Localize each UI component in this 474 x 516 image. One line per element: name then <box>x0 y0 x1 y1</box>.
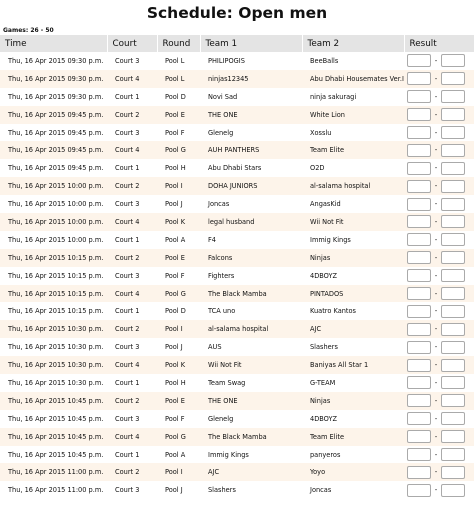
table-row <box>0 231 474 249</box>
table-row <box>0 410 474 428</box>
team2-score-input[interactable] <box>441 126 465 139</box>
court-cell: Court 3 <box>115 414 140 423</box>
team2-cell: G-TEAM <box>310 378 336 387</box>
score-separator: - <box>434 128 438 137</box>
team1-cell: F4 <box>208 235 216 244</box>
team1-score-input[interactable] <box>407 72 431 85</box>
court-cell: Court 1 <box>115 235 140 244</box>
team2-score-input[interactable] <box>441 341 465 354</box>
result-inputs <box>407 341 474 354</box>
team1-score-input[interactable] <box>407 126 431 139</box>
team2-score-input[interactable] <box>441 108 465 121</box>
result-cell <box>404 302 474 320</box>
score-separator: - <box>434 432 438 441</box>
team2-score-input[interactable] <box>441 412 465 425</box>
result-inputs <box>407 287 474 300</box>
team2-cell: Yoyo <box>310 468 326 477</box>
result-cell <box>404 88 474 106</box>
team1-score-input[interactable] <box>407 376 431 389</box>
score-separator: - <box>434 343 438 352</box>
team1-score-input[interactable] <box>407 412 431 425</box>
time-cell: Thu, 16 Apr 2015 10:30 p.m. <box>8 361 104 370</box>
team2-cell: AngasKid <box>310 200 341 209</box>
round-cell: Pool K <box>165 361 186 370</box>
team2-score-input[interactable] <box>441 323 465 336</box>
column-header-team2[interactable]: Team 2 <box>302 35 404 52</box>
result-inputs <box>407 72 474 85</box>
result-inputs <box>407 323 474 336</box>
team2-score-input[interactable] <box>441 287 465 300</box>
table-row <box>0 52 474 70</box>
team1-cell: THE ONE <box>208 396 238 405</box>
court-cell: Court 1 <box>115 307 140 316</box>
table-row <box>0 159 474 177</box>
court-cell: Court 2 <box>115 110 140 119</box>
time-cell: Thu, 16 Apr 2015 09:45 p.m. <box>8 146 104 155</box>
time-cell: Thu, 16 Apr 2015 10:00 p.m. <box>8 217 104 226</box>
team1-cell: Glenelg <box>208 128 234 137</box>
team1-cell: Joncas <box>208 200 230 209</box>
round-cell: Pool L <box>165 74 185 83</box>
round-cell: Pool H <box>165 164 186 173</box>
team1-score-input[interactable] <box>407 323 431 336</box>
team1-score-input[interactable] <box>407 341 431 354</box>
round-cell: Pool L <box>165 56 185 65</box>
result-inputs <box>407 412 474 425</box>
result-cell <box>404 177 474 195</box>
team1-score-input[interactable] <box>407 269 431 282</box>
score-separator: - <box>434 110 438 119</box>
team2-score-input[interactable] <box>441 54 465 67</box>
table-row <box>0 213 474 231</box>
team1-cell: ninjas12345 <box>208 74 249 83</box>
time-cell: Thu, 16 Apr 2015 11:00 p.m. <box>8 486 104 495</box>
team1-cell: TCA uno <box>208 307 236 316</box>
time-cell: Thu, 16 Apr 2015 10:45 p.m. <box>8 414 104 423</box>
team1-score-input[interactable] <box>407 108 431 121</box>
court-cell: Court 3 <box>115 56 140 65</box>
result-cell <box>404 159 474 177</box>
round-cell: Pool J <box>165 486 183 495</box>
table-header-row <box>0 35 474 52</box>
result-inputs <box>407 269 474 282</box>
score-separator: - <box>434 325 438 334</box>
round-cell: Pool G <box>165 432 186 441</box>
result-cell <box>404 285 474 303</box>
team2-cell: ninja sakuragi <box>310 92 357 101</box>
table-row <box>0 302 474 320</box>
team2-cell: 4DBOYZ <box>310 271 338 280</box>
court-cell: Court 4 <box>115 361 140 370</box>
team2-cell: Xosslu <box>310 128 332 137</box>
round-cell: Pool D <box>165 307 186 316</box>
round-cell: Pool F <box>165 271 185 280</box>
court-cell: Court 3 <box>115 200 140 209</box>
table-row <box>0 70 474 88</box>
result-cell <box>404 213 474 231</box>
table-row <box>0 195 474 213</box>
score-separator: - <box>434 200 438 209</box>
result-cell <box>404 195 474 213</box>
round-cell: Pool K <box>165 217 186 226</box>
team1-score-input[interactable] <box>407 90 431 103</box>
score-separator: - <box>434 486 438 495</box>
team1-score-input[interactable] <box>407 466 431 479</box>
time-cell: Thu, 16 Apr 2015 10:00 p.m. <box>8 235 104 244</box>
team1-cell: THE ONE <box>208 110 238 119</box>
table-row <box>0 481 474 499</box>
result-inputs <box>407 233 474 246</box>
round-cell: Pool G <box>165 146 186 155</box>
team2-cell: PINTADOS <box>310 289 344 298</box>
result-inputs <box>407 466 474 479</box>
team2-score-input[interactable] <box>441 484 465 497</box>
time-cell: Thu, 16 Apr 2015 09:30 p.m. <box>8 92 104 101</box>
court-cell: Court 1 <box>115 164 140 173</box>
team1-score-input[interactable] <box>407 180 431 193</box>
result-inputs <box>407 180 474 193</box>
team2-cell: Ninjas <box>310 396 331 405</box>
team2-cell: Immig Kings <box>310 235 351 244</box>
team2-score-input[interactable] <box>441 359 465 372</box>
result-inputs <box>407 198 474 211</box>
games-range-label: Games: 26 - 50 <box>3 27 54 34</box>
team2-cell: AJC <box>310 325 322 334</box>
team2-cell: Ninjas <box>310 253 331 262</box>
team1-cell: Novi Sad <box>208 92 238 101</box>
round-cell: Pool J <box>165 200 183 209</box>
team2-cell: Team Elite <box>310 432 344 441</box>
score-separator: - <box>434 361 438 370</box>
round-cell: Pool A <box>165 450 186 459</box>
team2-score-input[interactable] <box>441 376 465 389</box>
time-cell: Thu, 16 Apr 2015 10:45 p.m. <box>8 450 104 459</box>
team2-cell: O2D <box>310 164 325 173</box>
team1-cell: legal husband <box>208 217 255 226</box>
result-inputs <box>407 144 474 157</box>
result-cell <box>404 463 474 481</box>
team2-score-input[interactable] <box>441 72 465 85</box>
team2-score-input[interactable] <box>441 430 465 443</box>
team2-cell: Wii Not Fit <box>310 217 344 226</box>
table-row <box>0 285 474 303</box>
round-cell: Pool E <box>165 253 185 262</box>
team1-cell: Glenelg <box>208 414 234 423</box>
team2-score-input[interactable] <box>441 162 465 175</box>
team2-score-input[interactable] <box>441 90 465 103</box>
table-row <box>0 356 474 374</box>
result-cell <box>404 70 474 88</box>
court-cell: Court 2 <box>115 253 140 262</box>
team1-score-input[interactable] <box>407 484 431 497</box>
team1-cell: DOHA JUNIORS <box>208 182 258 191</box>
time-cell: Thu, 16 Apr 2015 11:00 p.m. <box>8 468 104 477</box>
time-cell: Thu, 16 Apr 2015 10:30 p.m. <box>8 378 104 387</box>
table-row <box>0 124 474 142</box>
time-cell: Thu, 16 Apr 2015 10:15 p.m. <box>8 307 104 316</box>
score-separator: - <box>434 92 438 101</box>
time-cell: Thu, 16 Apr 2015 09:30 p.m. <box>8 56 104 65</box>
result-inputs <box>407 251 474 264</box>
result-cell <box>404 356 474 374</box>
table-row <box>0 392 474 410</box>
team1-score-input[interactable] <box>407 305 431 318</box>
court-cell: Court 3 <box>115 271 140 280</box>
team1-score-input[interactable] <box>407 162 431 175</box>
result-cell <box>404 106 474 124</box>
court-cell: Court 2 <box>115 182 140 191</box>
table-row <box>0 177 474 195</box>
team1-cell: PHILIPOGIS <box>208 56 245 65</box>
result-inputs <box>407 108 474 121</box>
team2-score-input[interactable] <box>441 394 465 407</box>
column-header-time[interactable]: Time <box>0 35 107 52</box>
round-cell: Pool A <box>165 235 186 244</box>
result-cell <box>404 124 474 142</box>
team2-cell: White Lion <box>310 110 345 119</box>
team2-score-input[interactable] <box>441 233 465 246</box>
table-row <box>0 320 474 338</box>
result-cell <box>404 52 474 70</box>
result-inputs <box>407 376 474 389</box>
team1-score-input[interactable] <box>407 198 431 211</box>
team1-score-input[interactable] <box>407 430 431 443</box>
result-cell <box>404 392 474 410</box>
court-cell: Court 1 <box>115 378 140 387</box>
result-inputs <box>407 359 474 372</box>
table-row <box>0 446 474 464</box>
time-cell: Thu, 16 Apr 2015 10:45 p.m. <box>8 396 104 405</box>
team2-cell: Slashers <box>310 343 338 352</box>
score-separator: - <box>434 56 438 65</box>
team1-cell: The Black Mamba <box>208 432 267 441</box>
team1-cell: Abu Dhabi Stars <box>208 164 262 173</box>
result-cell <box>404 249 474 267</box>
team1-score-input[interactable] <box>407 144 431 157</box>
time-cell: Thu, 16 Apr 2015 10:30 p.m. <box>8 343 104 352</box>
team1-cell: Wii Not Fit <box>208 361 242 370</box>
result-inputs <box>407 394 474 407</box>
court-cell: Court 2 <box>115 468 140 477</box>
time-cell: Thu, 16 Apr 2015 09:45 p.m. <box>8 110 104 119</box>
team2-score-input[interactable] <box>441 198 465 211</box>
column-header-round[interactable]: Round <box>157 35 200 52</box>
team2-cell: panyeros <box>310 450 341 459</box>
result-cell <box>404 374 474 392</box>
result-inputs <box>407 215 474 228</box>
round-cell: Pool G <box>165 289 186 298</box>
score-separator: - <box>434 414 438 423</box>
court-cell: Court 4 <box>115 146 140 155</box>
team2-cell: 4DBOYZ <box>310 414 338 423</box>
court-cell: Court 2 <box>115 396 140 405</box>
result-cell <box>404 410 474 428</box>
time-cell: Thu, 16 Apr 2015 10:00 p.m. <box>8 200 104 209</box>
team1-score-input[interactable] <box>407 359 431 372</box>
time-cell: Thu, 16 Apr 2015 10:15 p.m. <box>8 253 104 262</box>
team2-cell: BeeBalls <box>310 56 339 65</box>
court-cell: Court 4 <box>115 217 140 226</box>
team2-score-input[interactable] <box>441 269 465 282</box>
result-cell <box>404 267 474 285</box>
round-cell: Pool E <box>165 396 185 405</box>
column-header-team1[interactable]: Team 1 <box>200 35 302 52</box>
score-separator: - <box>434 164 438 173</box>
score-separator: - <box>434 146 438 155</box>
result-inputs <box>407 430 474 443</box>
score-separator: - <box>434 450 438 459</box>
table-row <box>0 428 474 446</box>
round-cell: Pool H <box>165 378 186 387</box>
result-inputs <box>407 305 474 318</box>
team1-cell: al-salama hospital <box>208 325 269 334</box>
time-cell: Thu, 16 Apr 2015 10:30 p.m. <box>8 325 104 334</box>
team2-score-input[interactable] <box>441 448 465 461</box>
score-separator: - <box>434 74 438 83</box>
team2-cell: Team Elite <box>310 146 344 155</box>
time-cell: Thu, 16 Apr 2015 09:45 p.m. <box>8 164 104 173</box>
score-separator: - <box>434 217 438 226</box>
result-cell <box>404 338 474 356</box>
time-cell: Thu, 16 Apr 2015 10:00 p.m. <box>8 182 104 191</box>
court-cell: Court 1 <box>115 92 140 101</box>
round-cell: Pool I <box>165 325 183 334</box>
round-cell: Pool I <box>165 182 183 191</box>
column-header-court[interactable]: Court <box>107 35 157 52</box>
team1-cell: Fighters <box>208 271 235 280</box>
result-inputs <box>407 162 474 175</box>
team2-score-input[interactable] <box>441 215 465 228</box>
team1-cell: The Black Mamba <box>208 289 267 298</box>
team1-cell: Team Swag <box>208 378 246 387</box>
team2-cell: al-salama hospital <box>310 182 371 191</box>
table-row <box>0 463 474 481</box>
time-cell: Thu, 16 Apr 2015 10:15 p.m. <box>8 289 104 298</box>
column-header-result: Result <box>404 35 474 52</box>
court-cell: Court 3 <box>115 343 140 352</box>
time-cell: Thu, 16 Apr 2015 10:45 p.m. <box>8 432 104 441</box>
team2-score-input[interactable] <box>441 305 465 318</box>
result-inputs <box>407 126 474 139</box>
schedule-table <box>0 35 474 499</box>
score-separator: - <box>434 235 438 244</box>
team1-cell: AJC <box>208 468 220 477</box>
result-cell <box>404 231 474 249</box>
time-cell: Thu, 16 Apr 2015 09:30 p.m. <box>8 74 104 83</box>
result-cell <box>404 320 474 338</box>
table-row <box>0 88 474 106</box>
team1-score-input[interactable] <box>407 287 431 300</box>
round-cell: Pool I <box>165 468 183 477</box>
round-cell: Pool D <box>165 92 186 101</box>
page-title: Schedule: Open men <box>146 4 328 22</box>
team1-cell: AUH PANTHERS <box>208 146 260 155</box>
team1-cell: Immig Kings <box>208 450 249 459</box>
result-cell <box>404 481 474 499</box>
team2-score-input[interactable] <box>441 144 465 157</box>
team1-score-input[interactable] <box>407 54 431 67</box>
time-cell: Thu, 16 Apr 2015 10:15 p.m. <box>8 271 104 280</box>
court-cell: Court 3 <box>115 486 140 495</box>
team1-score-input[interactable] <box>407 215 431 228</box>
court-cell: Court 1 <box>115 450 140 459</box>
score-separator: - <box>434 182 438 191</box>
team1-score-input[interactable] <box>407 233 431 246</box>
table-row <box>0 267 474 285</box>
result-inputs <box>407 54 474 67</box>
score-separator: - <box>434 271 438 280</box>
team1-cell: Falcons <box>208 253 233 262</box>
table-row <box>0 106 474 124</box>
round-cell: Pool J <box>165 343 183 352</box>
team2-cell: Baniyas All Star 1 <box>310 361 369 370</box>
team1-score-input[interactable] <box>407 251 431 264</box>
team2-score-input[interactable] <box>441 466 465 479</box>
team2-cell: Kuatro Kantos <box>310 307 356 316</box>
round-cell: Pool E <box>165 110 185 119</box>
table-row <box>0 249 474 267</box>
court-cell: Court 3 <box>115 128 140 137</box>
court-cell: Court 4 <box>115 74 140 83</box>
score-separator: - <box>434 468 438 477</box>
score-separator: - <box>434 289 438 298</box>
team2-score-input[interactable] <box>441 251 465 264</box>
team2-cell: Joncas <box>310 486 332 495</box>
score-separator: - <box>434 396 438 405</box>
result-inputs <box>407 90 474 103</box>
table-row <box>0 338 474 356</box>
table-row <box>0 374 474 392</box>
result-inputs <box>407 448 474 461</box>
court-cell: Court 4 <box>115 289 140 298</box>
result-cell <box>404 428 474 446</box>
score-separator: - <box>434 307 438 316</box>
team1-score-input[interactable] <box>407 394 431 407</box>
score-separator: - <box>434 378 438 387</box>
court-cell: Court 2 <box>115 325 140 334</box>
court-cell: Court 4 <box>115 432 140 441</box>
time-cell: Thu, 16 Apr 2015 09:45 p.m. <box>8 128 104 137</box>
result-inputs <box>407 484 474 497</box>
team1-cell: Slashers <box>208 486 236 495</box>
round-cell: Pool F <box>165 414 185 423</box>
score-separator: - <box>434 253 438 262</box>
team1-score-input[interactable] <box>407 448 431 461</box>
table-row <box>0 141 474 159</box>
team2-score-input[interactable] <box>441 180 465 193</box>
team2-cell: Abu Dhabi Housemates Ver.I <box>310 74 404 83</box>
result-cell <box>404 446 474 464</box>
schedule-body <box>0 52 474 499</box>
round-cell: Pool F <box>165 128 185 137</box>
team1-cell: AUS <box>208 343 222 352</box>
result-cell <box>404 141 474 159</box>
